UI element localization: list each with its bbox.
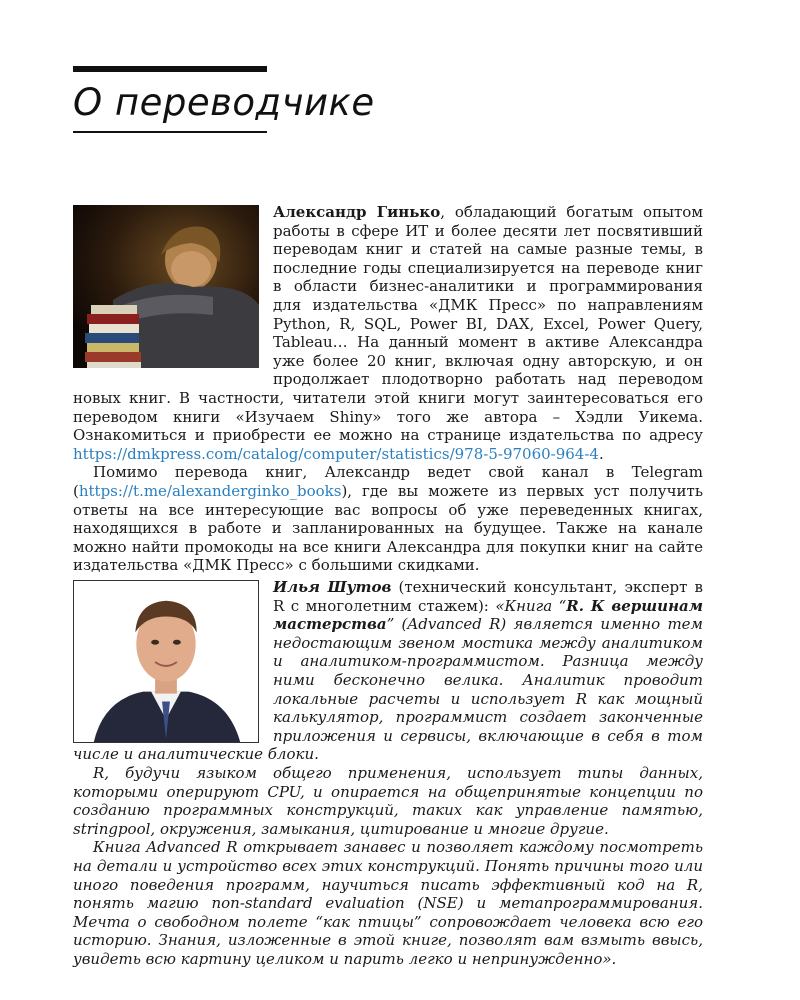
quote-open: «Книга “ bbox=[495, 596, 567, 615]
photo-spacer bbox=[73, 578, 273, 730]
photo-spacer bbox=[73, 203, 273, 374]
translator-bio-text: , обладающий богатым опытом работы в сфере ИТ и более десяти лет посвятивший переводам книг и статей на самые разные темы, в последние годы специализируется на переводе книг в области бизнес-аналитики и программирования для издательства «ДМК Пресс» по направлениям Python, R, SQL, Power BI, DAX, Excel, Power Query, Tableau… На данный момент в активе Александра уже более 20 книг, включая одну авторскую, и он продолжает плодотворно работать над переводом новых книг. В частности, читатели этой книги могут заинтересоваться его переводом книги «Изучаем Shiny» того же автора – Хэдли Уикема. Ознакомиться и приобрести ее можно на странице издательства по адресу bbox=[73, 203, 704, 445]
telegram-channel-link[interactable]: https://t.me/alexanderginko_books bbox=[78, 481, 342, 500]
book-title: R. К вершинам мастерства bbox=[273, 596, 703, 634]
consultant-role: (технический консультант, эксперт в R с многолетним стажем): bbox=[273, 578, 703, 615]
title-top-rule bbox=[73, 66, 267, 72]
title-underline bbox=[73, 131, 267, 133]
translator-bio-paragraph-2 bbox=[73, 463, 703, 575]
dmkpress-book-link[interactable]: https://dmkpress.com/catalog/computer/statistics/978-5-97060-964-4 bbox=[73, 444, 599, 463]
quote-paragraph-2: R, будучи языком общего применения, использует типы данных, которыми оперируют CPU, и опирается на общепринятые концепции по созданию программных конструкций, таких как управление памятью, stringpool, окружения, замыкания, цитирование и многие другие. bbox=[73, 763, 703, 838]
page-title: О переводчике bbox=[73, 81, 375, 124]
translator-bio bbox=[73, 203, 703, 575]
consultant-name: Илья Шутов bbox=[273, 578, 392, 596]
translator-bio-period: . bbox=[598, 444, 604, 463]
translator-name: Александр Гинько bbox=[273, 203, 441, 221]
consultant-bio bbox=[73, 578, 703, 968]
quote-paragraph-3: Книга Advanced R открывает занавес и позволяет каждому посмотреть на детали и устройство всех этих конструкций. Понять причины того или иного поведения программ, научиться писать эффективный код на R, понять магию non-standard evaluation (NSE) и метапрограммирования. Мечта о свободном полете “как птицы” сопровождает человека всю его историю. Знания, изложенные в этой книге, позволят вам взмыть ввысь, увидеть всю картину целиком и парить легко и непринужденно». bbox=[73, 838, 703, 968]
quote-paragraph-1: ” (Advanced R) является именно тем недостающим звеном мостика между аналитиком и аналитиком-программистом. Разница между ними бесконечно велика. Аналитик проводит локальные расчеты и использует R как мощный калькулятор, программист создает законченные приложения и сервисы, включающие в себя в том числе и аналитические блоки. bbox=[73, 615, 703, 764]
telegram-intro-text: Помимо перевода книг, Александр ведет свой канал в Telegram ( bbox=[73, 463, 703, 500]
telegram-details-text: ), где вы можете из первых уст получить ответы на все интересующие вас вопросы об уже переведенных книгах, находящихся в работе и запланированных на будущее. Также на канале можно найти промокоды на все книги Александра для покупки книг на сайте издательства «ДМК Пресс» с большими скидками. bbox=[73, 481, 703, 575]
